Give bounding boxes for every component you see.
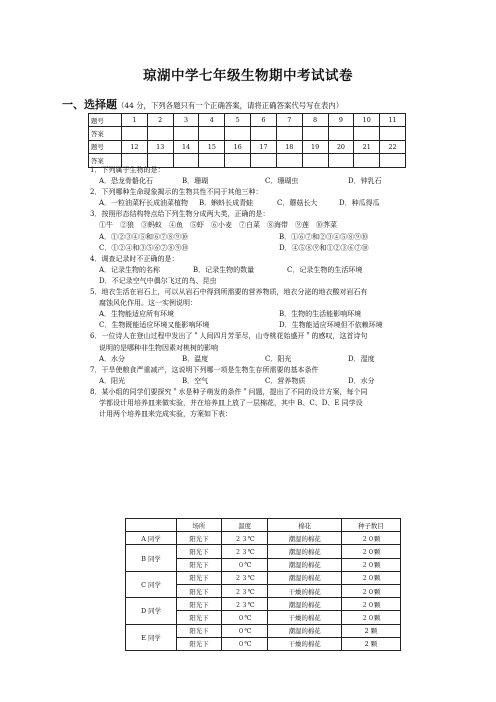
option-row [90, 354, 430, 365]
table-row [126, 571, 401, 584]
table-cell: 干燥的棉花 [268, 584, 341, 597]
table-cell: 潮湿的棉花 [268, 624, 341, 637]
option-row [90, 320, 430, 331]
question-stem: 4．调查记录时不正确的是： [90, 254, 179, 263]
table-cell: ２０颗 [341, 545, 400, 558]
option-row [90, 376, 430, 387]
group-name: C 同学 [126, 571, 177, 597]
table-cell: 干燥的棉花 [268, 611, 341, 624]
answer-cell[interactable] [122, 127, 148, 140]
table-cell: 答案 [89, 127, 122, 140]
experiment-table [125, 518, 401, 651]
option: B．蝌蚪长成青蛙 [199, 199, 254, 208]
option: D．④⑤⑧⑨和①②③⑥⑦⑩ [279, 243, 369, 252]
section-heading [62, 96, 343, 112]
table-cell: 阳光下 [177, 584, 222, 597]
option: B．珊瑚 [182, 177, 209, 186]
table-header: 种子数目 [341, 519, 400, 532]
table-cell: ０℃ [221, 558, 268, 571]
table-cell: 19 [302, 140, 328, 153]
question-list [90, 165, 430, 420]
table-cell: ２３℃ [221, 571, 268, 584]
table-header: 温度 [221, 519, 268, 532]
table-row [89, 140, 406, 153]
table-cell: 18 [276, 140, 302, 153]
table-cell: 潮湿的棉花 [268, 558, 341, 571]
option: B．空气 [182, 376, 209, 385]
table-cell: 潮湿的棉花 [268, 532, 341, 545]
table-cell: 17 [251, 140, 277, 153]
table-cell: 9 [328, 114, 354, 127]
table-cell: 21 [354, 140, 380, 153]
option: A．水分 [99, 354, 126, 363]
group-name: B 同学 [126, 545, 177, 571]
table-row [126, 532, 401, 545]
table-cell: ２３℃ [221, 532, 268, 545]
table-cell: 3 [173, 114, 199, 127]
table-cell: 16 [225, 140, 251, 153]
option: C．蘑菇长大 [277, 199, 318, 208]
question-stem-cont: 说明的是哪种非生物因素对桃树的影响 [99, 343, 218, 352]
table-cell: 潮湿的棉花 [268, 545, 341, 558]
table-cell: 题号 [89, 114, 122, 127]
table-cell: ２０颗 [341, 532, 400, 545]
option: B．温度 [182, 354, 209, 363]
question-stem: 2．下列哪种生命现象揭示的生物共性不同于其他三种： [90, 188, 263, 197]
answer-cell[interactable] [199, 127, 225, 140]
answer-cell[interactable] [225, 127, 251, 140]
table-cell: 22 [380, 140, 406, 153]
table-cell: ２３℃ [221, 545, 268, 558]
option-row [90, 309, 430, 320]
answer-cell[interactable] [173, 127, 199, 140]
table-cell: 10 [354, 114, 380, 127]
option: A．恐龙骨骼化石 [99, 177, 154, 186]
question-stem-cont: 计用两个培养皿来完成实验，方案如下表： [99, 410, 232, 419]
question-stem: 1．下列属于生物的是： [90, 166, 165, 174]
group-name: D 同学 [126, 598, 177, 624]
answer-cell[interactable] [328, 127, 354, 140]
table-cell: 2 颗 [341, 637, 400, 650]
option: D．水分 [348, 376, 375, 385]
question-stem: 3．按照形态结构特点给下列生物分成两大类，正确的是： [90, 210, 270, 219]
option: D．钟乳石 [348, 177, 382, 186]
table-header: 棉花 [268, 519, 341, 532]
group-name: A 同学 [126, 532, 177, 545]
table-cell: ２０颗 [341, 611, 400, 624]
answer-cell[interactable] [354, 127, 380, 140]
table-cell: 13 [147, 140, 173, 153]
table-cell: 2 [147, 114, 173, 127]
answer-cell[interactable] [147, 127, 173, 140]
option: A．记录生物的名称 [99, 265, 161, 274]
question-stem-cont: 腐蚀风化作用。这一实例说明： [99, 299, 197, 308]
table-cell: ０℃ [221, 611, 268, 624]
table-row [126, 624, 401, 637]
option: D．湿度 [348, 354, 375, 363]
table-row [126, 545, 401, 558]
answer-cell[interactable] [380, 127, 406, 140]
table-cell: 阳光下 [177, 532, 222, 545]
table-cell: 阳光下 [177, 624, 222, 637]
option-row [90, 265, 430, 276]
question-stem: 6．一位诗人在登山过程中发出了＂人间四月芳菲尽，山寺桃花始盛开＂的感叹，这首诗句 [90, 332, 368, 341]
answer-cell[interactable] [302, 127, 328, 140]
option: C．珊瑚虫 [265, 177, 299, 186]
table-row [89, 127, 406, 140]
table-cell: 阳光下 [177, 637, 222, 650]
option: B．记录生物的数量 [193, 265, 255, 274]
table-cell: 阳光下 [177, 558, 222, 571]
table-cell: ２０颗 [341, 584, 400, 597]
table-cell: ０℃ [221, 637, 268, 650]
table-header: 场所 [177, 519, 222, 532]
table-header [126, 519, 177, 532]
table-cell: 4 [199, 114, 225, 127]
question-stem: 7．干旱使粮食严重减产，这说明下列哪一项是生物生存所需要的基本条件 [90, 365, 319, 374]
option: D．种瓜得瓜 [339, 199, 380, 208]
question-stem-cont: 学都设计用培养皿来做实验，并在培养皿上放了一层棉花，其中 B、C、D、E 同学设 [99, 398, 363, 407]
answer-cell[interactable] [276, 127, 302, 140]
item-list: ①牛 ②狼 ③蚂蚁 ④鱼 ⑤虾 ⑥小麦 ⑦白菜 ⑧海带 ⑨莲 ⑩荠菜 [99, 221, 337, 230]
table-cell: 干燥的棉花 [268, 637, 341, 650]
question-stem: 5．地衣生活在岩石上，可以从岩石中得到所需要的营养物质，地衣分泌的地衣酸对岩石有 [90, 288, 368, 297]
table-cell: 8 [302, 114, 328, 127]
table-row [89, 114, 406, 127]
table-cell: 题号 [89, 140, 122, 153]
table-row [126, 598, 401, 611]
option: A．一粒油菜籽长成油菜植物 [99, 199, 189, 208]
option: A．①②③④⑤和⑥⑦⑧⑨⑩ [99, 232, 189, 241]
table-cell: 14 [173, 140, 199, 153]
table-cell: 阳光下 [177, 611, 222, 624]
table-cell: 阳光下 [177, 598, 222, 611]
table-cell: 阳光下 [177, 571, 222, 584]
table-cell: 1 [122, 114, 148, 127]
table-cell: 2 颗 [341, 624, 400, 637]
option: D．生物能适应环境但不依赖环境 [279, 321, 383, 330]
option-row [90, 198, 430, 209]
option-row [90, 276, 430, 287]
table-cell: ２０颗 [341, 598, 400, 611]
table-cell: 6 [251, 114, 277, 127]
option: A．生物能适应所有环境 [99, 310, 175, 319]
answer-table [88, 113, 406, 168]
table-cell: 潮湿的棉花 [268, 598, 341, 611]
table-cell: 答案 [89, 154, 122, 167]
table-header-row [126, 519, 401, 532]
table-cell: ２３℃ [221, 598, 268, 611]
section-note: （44 分，下列各题只有一个正确答案，请将正确答案代号写在表内） [117, 101, 344, 110]
table-cell: 12 [122, 140, 148, 153]
option: B．①⑥⑦和②③④⑤⑧⑨⑩ [279, 232, 369, 241]
option: D．不记录空气中偶尔飞过的鸟、昆虫 [99, 276, 217, 285]
table-cell: ２０颗 [341, 571, 400, 584]
option: C．阳光 [265, 354, 292, 363]
section-name: 一、选择题 [62, 98, 117, 111]
table-cell: ０℃ [221, 624, 268, 637]
answer-cell[interactable] [251, 127, 277, 140]
table-cell: 7 [276, 114, 302, 127]
table-cell: 5 [225, 114, 251, 127]
question-stem: 8．某小组的同学们要探究＂水是种子萌发的条件＂问题，提出了不同的设计方案，每个同 [90, 387, 368, 396]
option: C．生物既能适应环境又能影响环境 [99, 321, 210, 330]
option-row [90, 243, 430, 254]
table-cell: ２３℃ [221, 584, 268, 597]
group-name: E 同学 [126, 624, 177, 650]
page-title: 琼湖中学七年级生物期中考试试卷 [143, 68, 353, 84]
option: A．阳光 [99, 376, 126, 385]
table-cell: 阳光下 [177, 545, 222, 558]
table-cell: 20 [328, 140, 354, 153]
option: B．生物的生活能影响环境 [279, 310, 362, 319]
option-row [90, 176, 430, 187]
option-row [90, 232, 430, 243]
option: C．营养物质 [265, 376, 306, 385]
table-cell: 11 [380, 114, 406, 127]
option: C．记录生物的生活环境 [287, 265, 363, 274]
table-cell: ２０颗 [341, 558, 400, 571]
table-cell: 15 [199, 140, 225, 153]
table-cell: 潮湿的棉花 [268, 571, 341, 584]
option: C．①②④和③⑤⑥⑦⑧⑨⑩ [99, 243, 189, 252]
